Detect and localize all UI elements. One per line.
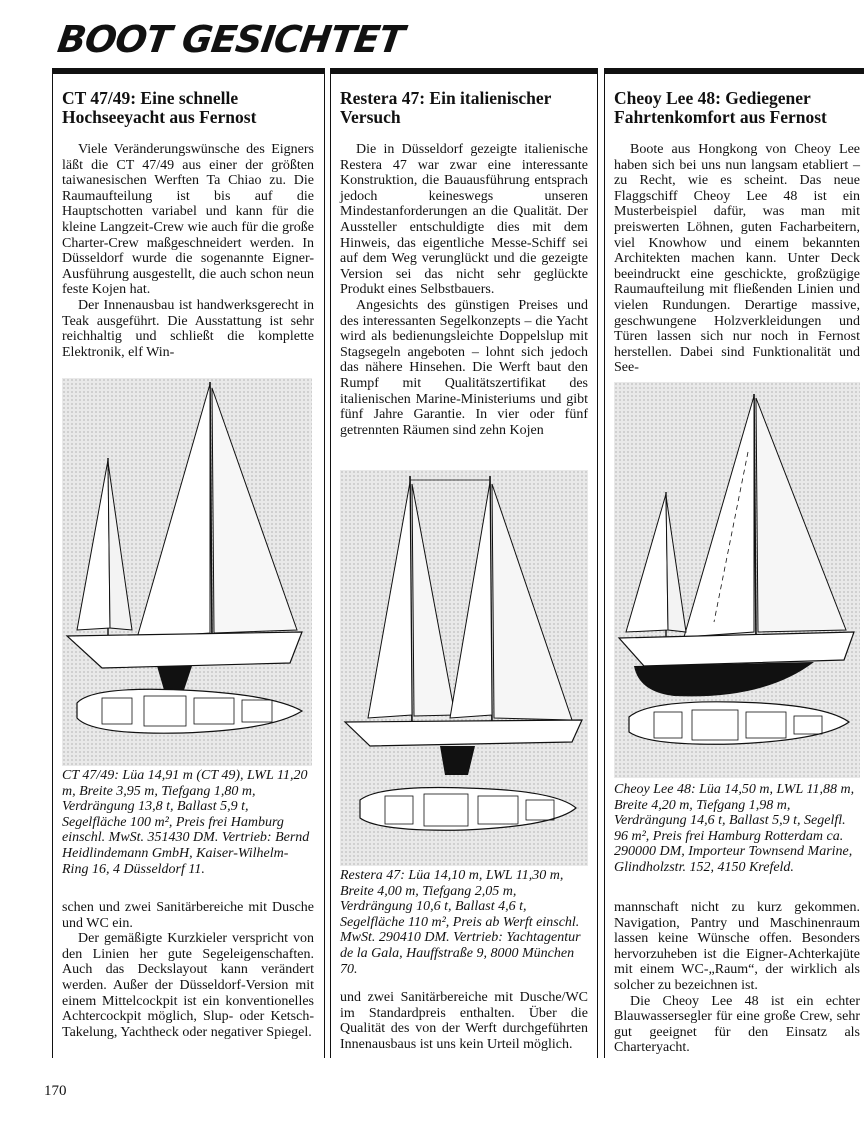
paragraph: Die in Düsseldorf gezeigte italienische Restera 47 war zwar eine interessante Konstruktion, die Bauausführung entsprach jedoch keineswegs unseren Mindestanforderungen an die Qualität. Der Aussteller entschuldigte dies mit dem Hinweis, das eigentliche Messe-Schiff sei auf dem Weg verunglückt und die gezeigte Version sei das nicht sehr geglückte Produkt eines Selbstbauers.	[340, 142, 588, 298]
article-cheoy-lee-48	[604, 68, 864, 74]
column-right-rule	[597, 74, 598, 1058]
column-top-rule	[604, 68, 864, 74]
paragraph: und zwei Sanitärbereiche mit Dusche/WC im Standardpreis enthalten. Über die Qualität des von der Werft durchgeführten Innenausbaus ist uns kein Urteil möglich.	[340, 990, 588, 1052]
article-body-bottom	[62, 900, 314, 1040]
article-body-top	[340, 142, 588, 438]
article-restera-47	[330, 68, 598, 74]
page-number: 170	[44, 1083, 67, 1099]
paragraph: Der Innenausbau ist handwerksgerecht in Teak ausgeführt. Die Ausstattung ist sehr reichhaltig und schließt die komplette Elektronik, elf Win-	[62, 297, 314, 360]
article-caption: CT 47/49: Lüa 14,91 m (CT 49), LWL 11,20 m, Breite 3,95 m, Tiefgang 1,80 m, Verdrängung 13,8 t, Ballast 5,9 t, Segelfläche 100 m², Preis frei Hamburg einschl. MwSt. 351430 DM. Vertrieb: Bernd Heidlindemann GmbH, Kaiser-Wilhelm-Ring 16, 4 Düsseldorf 11.	[62, 768, 310, 877]
article-headline: CT 47/49: Eine schnelle Hochseeyacht aus Fernost	[62, 88, 257, 127]
paragraph: schen und zwei Sanitärbereiche mit Dusche und WC ein.	[62, 900, 314, 931]
yacht-drawing-restera-47	[340, 470, 588, 866]
page-header-title: BOOT GESICHTET	[54, 18, 407, 61]
column-right-rule	[324, 74, 325, 1058]
column-top-rule	[330, 68, 598, 74]
paragraph: Viele Veränderungswünsche des Eigners läßt die CT 47/49 aus einer der größten taiwanesischen Werften Ta Chiao zu. Die Raumaufteilung ist bis auf die Hauptschotten variabel und kann für die kleine Langzeit-Crew wie auch für die große Charter-Crew maßgeschneidert werden. In Düsseldorf wurde die sogenannte Eigner-Ausführung ausgestellt, die auch schon neun feste Kojen hat.	[62, 142, 314, 298]
paragraph: Boote aus Hongkong von Cheoy Lee haben sich bei uns nun langsam etabliert – zu Recht, wie es scheint. Das neue Flaggschiff Cheoy Lee 48 ist ein Musterbeispiel dafür, was man mit preiswerten Löhnen, guten Facharbeitern, viel Knowhow und einem bekannten Architekten machen kann. Unter Deck beeindruckt eine geschickte, großzügige Raumaufteilung mit fließenden Linien und vielen Rundungen. Derartige massive, geschwungene Holzverkleidungen und Türen lassen sich nur noch in Fernost herstellen. Dabei sind Funktionalität und See-	[614, 142, 860, 376]
article-caption: Restera 47: Lüa 14,10 m, LWL 11,30 m, Breite 4,00 m, Tiefgang 2,05 m, Verdrängung 10,6 t, Ballast 4,6 t, Segelfläche 110 m², Preis ab Werft einschl. MwSt. 290410 DM. Vertrieb: Yachtagentur de la Gala, Hauffstraße 9, 8000 München 70.	[340, 868, 581, 977]
paragraph: Die Cheoy Lee 48 ist ein echter Blauwassersegler für eine große Crew, sehr gut geeignet für den Einsatz als Charteryacht.	[614, 993, 860, 1056]
column-left-rule	[330, 74, 331, 1058]
sail-plan-icon	[340, 470, 588, 866]
article-headline: Restera 47: Ein italienischer Versuch	[340, 88, 552, 127]
paragraph: mannschaft nicht zu kurz gekommen. Navigation, Pantry und Maschinenraum lassen keine Wünsche offen. Besonders hervorzuheben ist die Eigner-Achterkajüte mit einem WC-„Raum“, der wirklich als solcher zu bezeichnen ist.	[614, 900, 860, 993]
article-caption: Cheoy Lee 48: Lüa 14,50 m, LWL 11,88 m, Breite 4,20 m, Tiefgang 1,98 m, Verdrängung 14,6 t, Ballast 5,9 t, Segelfl. 96 m², Preis frei Hamburg Rotterdam ca. 290000 DM, Importeur Townsend Marine, Glindholzstr. 152, 4150 Krefeld.	[614, 782, 855, 875]
article-body-bottom	[340, 990, 588, 1052]
yacht-drawing-ct-47-49	[62, 378, 312, 766]
column-left-rule	[52, 74, 53, 1058]
paragraph: Angesichts des günstigen Preises und des interessanten Segelkonzepts – die Yacht wird als bedienungsleichte Doppelslup mit Stagsegeln angeboten – lohnt sich jedoch das nähere Hinsehen. Die Werft baut den Rumpf mit Qualitätszertifikat des italienischen Marine-Ministeriums und gibt fünf Jahre Garantie. In vier oder fünf getrennten Räumen sind zehn Kojen	[340, 297, 588, 438]
column-left-rule	[604, 74, 605, 1058]
article-body-top	[614, 142, 860, 376]
article-body-top	[62, 142, 314, 360]
article-ct-47-49	[52, 68, 325, 74]
column-top-rule	[52, 68, 325, 74]
paragraph: Der gemäßigte Kurzkieler verspricht von den Linien her gute Segeleigenschaften. Auch das Deckslayout kann verändert werden. Außer der Düsseldorf-Version mit einem Mittelcockpit ist ein konventionelles Achtercockpit möglich, Slup- oder Ketsch-Takelung, Yachtheck oder negativer Spiegel.	[62, 931, 314, 1040]
article-headline: Cheoy Lee 48: Gediegener Fahrtenkomfort aus Fernost	[614, 88, 827, 127]
yacht-drawing-cheoy-lee-48	[614, 382, 860, 778]
article-body-bottom	[614, 900, 860, 1056]
sail-plan-icon	[62, 378, 312, 766]
sail-plan-icon	[614, 382, 860, 778]
